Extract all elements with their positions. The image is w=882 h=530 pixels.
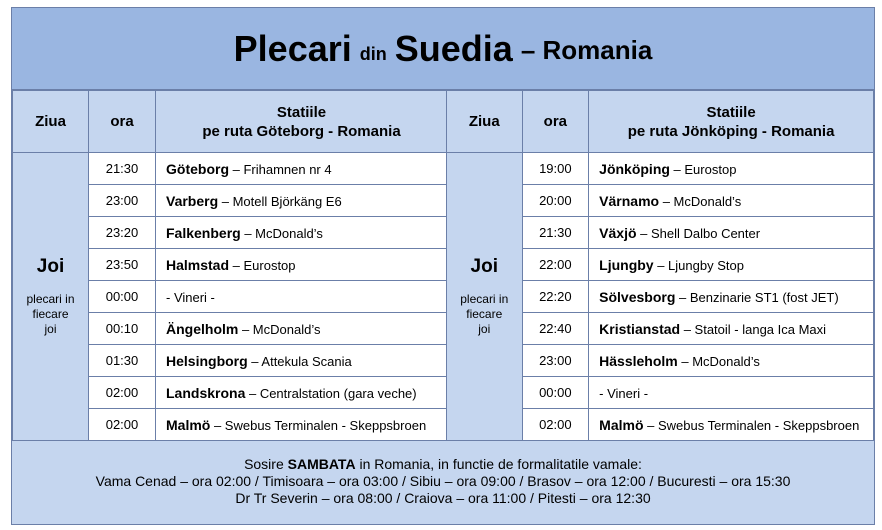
stop-detail: – McDonald’s <box>677 353 760 369</box>
right-day-note: plecari in <box>460 292 509 306</box>
left-header-day: Ziua <box>13 91 89 153</box>
stop-city: Växjö <box>599 224 637 241</box>
departure-time: 02:00 <box>89 377 156 409</box>
stop-detail: – Shell Dalbo Center <box>636 225 761 241</box>
stop-cell <box>156 409 448 441</box>
right-header-row <box>447 91 874 153</box>
stop-city: Malmö <box>166 416 211 433</box>
stop-detail: – Motell Björkäng E6 <box>218 193 342 209</box>
footer-line-3: Dr Tr Severin – ora 08:00 / Craiova – ora 11:00 / Pitesti – ora 12:30 <box>235 490 651 506</box>
departure-time: 02:00 <box>522 409 589 441</box>
stop-cell <box>589 409 874 441</box>
stop-cell <box>589 377 874 409</box>
left-day-note: fiecare <box>32 307 69 321</box>
stop-detail: – Attekula Scania <box>247 353 352 369</box>
stop-city: Jönköping <box>599 160 670 177</box>
title-plecari: Plecari <box>233 27 352 69</box>
stop-city: Kristianstad <box>599 320 681 337</box>
stop-city: Varberg <box>166 192 219 209</box>
stop-city: Ängelholm <box>166 320 239 337</box>
arrival-footer <box>12 440 874 524</box>
footer-line-2: Vama Cenad – ora 02:00 / Timisoara – ora 03:00 / Sibiu – ora 09:00 / Brasov – ora 12:00 / Bucuresti – ora 15:30 <box>95 473 791 489</box>
footer-line1-pre: Sosire <box>244 456 288 472</box>
departure-time: 23:00 <box>89 185 156 217</box>
left-day-label: Joi <box>36 256 65 277</box>
left-day-cell <box>13 153 89 441</box>
left-table-body <box>13 153 448 441</box>
table-row <box>447 153 874 185</box>
stop-detail: – Statoil - langa Ica Maxi <box>680 321 827 337</box>
stop-cell <box>156 281 448 313</box>
stop-cell <box>589 185 874 217</box>
right-schedule-table <box>446 90 874 441</box>
departure-time: 23:00 <box>522 345 589 377</box>
table-row <box>13 153 448 185</box>
stop-city: Hässleholm <box>599 352 678 369</box>
stop-detail: – Centralstation (gara veche) <box>245 385 417 401</box>
left-day-note: joi <box>44 322 57 336</box>
title-suedia: Suedia <box>394 27 513 69</box>
departure-time: 22:00 <box>522 249 589 281</box>
departure-time: 23:20 <box>89 217 156 249</box>
departure-time: 00:00 <box>89 281 156 313</box>
stop-detail: – McDonald’s <box>240 225 323 241</box>
left-header-route <box>156 91 448 153</box>
right-day-note: fiecare <box>466 307 503 321</box>
right-header-route-line2: pe ruta Jönköping - Romania <box>627 122 835 140</box>
stop-city: Ljungby <box>599 256 654 273</box>
stop-detail: – Frihamnen nr 4 <box>229 161 332 177</box>
stop-cell <box>156 217 448 249</box>
stop-cell <box>156 185 448 217</box>
departure-time: 20:00 <box>522 185 589 217</box>
stop-detail: – McDonald’s <box>659 193 742 209</box>
departure-time: 00:10 <box>89 313 156 345</box>
stop-cell <box>156 377 448 409</box>
stop-detail: – Eurostop <box>669 161 737 177</box>
right-header-day: Ziua <box>447 91 523 153</box>
departure-time: 22:40 <box>522 313 589 345</box>
stop-city: Värnamo <box>599 192 660 209</box>
right-table-body <box>447 153 874 441</box>
left-header-time: ora <box>89 91 156 153</box>
stop-city: Malmö <box>599 416 644 433</box>
footer-line-1 <box>12 456 874 473</box>
stop-city: Helsingborg <box>166 352 248 369</box>
departure-time: 23:50 <box>89 249 156 281</box>
title-romania: – Romania <box>520 35 653 65</box>
stop-detail: - Vineri - <box>166 289 215 305</box>
departure-time: 01:30 <box>89 345 156 377</box>
stop-detail: – Eurostop <box>229 257 296 273</box>
footer-line1-post: in Romania, in functie de formalitatile vamale: <box>355 456 642 472</box>
stop-cell <box>589 249 874 281</box>
stop-city: Landskrona <box>166 384 246 401</box>
stop-detail: – Ljungby Stop <box>653 257 744 273</box>
right-day-cell <box>447 153 523 441</box>
departure-time: 19:00 <box>522 153 589 185</box>
stop-cell <box>156 249 448 281</box>
stop-cell <box>156 345 448 377</box>
schedule-frame <box>11 7 875 525</box>
stop-cell <box>156 313 448 345</box>
right-day-note: joi <box>478 322 491 336</box>
left-header-row <box>13 91 448 153</box>
right-day-label: Joi <box>470 256 498 277</box>
stop-city: Sölvesborg <box>599 288 676 305</box>
stop-city: Falkenberg <box>166 224 241 241</box>
stop-cell <box>589 153 874 185</box>
stop-city: Halmstad <box>166 256 230 273</box>
stop-detail: – McDonald’s <box>238 321 321 337</box>
stop-city: Göteborg <box>166 160 229 177</box>
stop-cell <box>589 313 874 345</box>
stop-detail: – Benzinarie ST1 (fost JET) <box>675 289 839 305</box>
stop-cell <box>589 281 874 313</box>
departure-time: 22:20 <box>522 281 589 313</box>
stop-cell <box>156 153 448 185</box>
departure-time: 21:30 <box>89 153 156 185</box>
title-din: din <box>359 44 387 64</box>
left-schedule-table <box>12 90 448 441</box>
title-bar <box>12 8 874 90</box>
right-header-route <box>589 91 874 153</box>
departure-time: 00:00 <box>522 377 589 409</box>
departure-time: 21:30 <box>522 217 589 249</box>
stop-detail: - Vineri - <box>599 385 649 401</box>
stop-detail: – Swebus Terminalen - Skeppsbroen <box>210 417 427 433</box>
left-header-route-line2: pe ruta Göteborg - Romania <box>202 122 401 140</box>
departure-time: 02:00 <box>89 409 156 441</box>
footer-line1-bold: SAMBATA <box>287 456 356 472</box>
stop-cell <box>589 345 874 377</box>
left-day-note: plecari in <box>26 292 75 306</box>
left-header-route-line1: Statiile <box>276 103 327 121</box>
stop-detail: – Swebus Terminalen - Skeppsbroen <box>643 417 860 433</box>
stop-cell <box>589 217 874 249</box>
right-header-route-line1: Statiile <box>706 103 756 121</box>
right-header-time: ora <box>522 91 589 153</box>
